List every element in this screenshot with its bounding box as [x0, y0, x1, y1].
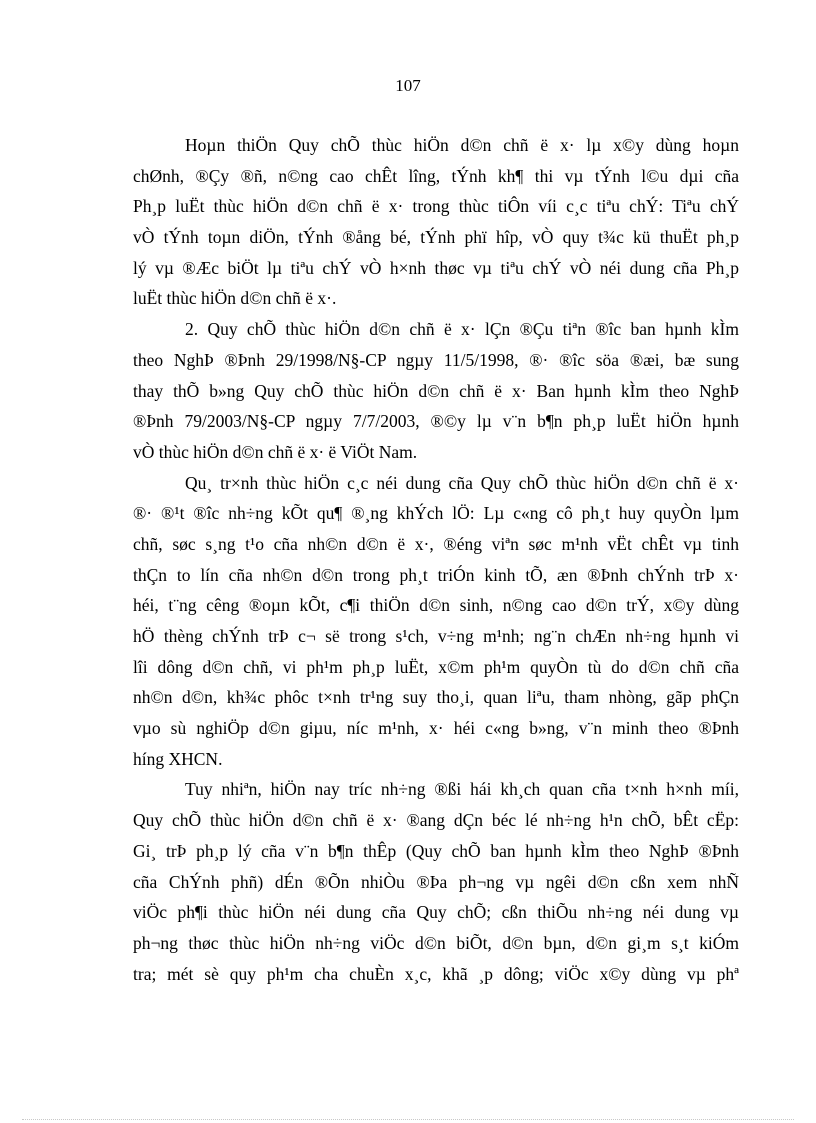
text-line: tra; mét sè quy ph¹m cha chuÈn x¸c, khã ¸p dông; viÖc x©y dùng vµ phª: [133, 963, 739, 984]
text-line: thay thÕ b»ng Quy chÕ thùc hiÖn d©n chñ ë x· Ban hµnh kÌm theo NghÞ: [133, 380, 739, 401]
text-line: chñ, søc s¸ng t¹o cña nh©n d©n ë x·, ®éng viªn søc m¹nh vËt chÊt vµ tinh: [133, 533, 739, 554]
text-line: chØnh, ®Çy ®ñ, n©ng cao chÊt lîng, tÝnh kh¶ thi vµ tÝnh l©u dµi cña: [133, 165, 739, 186]
paragraph-2: [133, 314, 739, 467]
text-line: vµo sù nghiÖp d©n giµu, níc m¹nh, x· héi c«ng b»ng, v¨n minh theo ®Þnh: [133, 718, 739, 739]
text-line: ph¬ng thøc thùc hiÖn nh÷ng viÖc d©n biÕt, d©n bµn, d©n gi¸m s¸t kiÓm: [133, 932, 739, 953]
page-bottom-rule: [22, 1119, 794, 1120]
page-number: 107: [395, 76, 421, 95]
paragraph-4: [133, 774, 739, 989]
text-line: viÖc ph¶i thùc hiÖn néi dung cña Quy chÕ; cßn thiÕu nh÷ng néi dung vµ: [133, 902, 739, 923]
text-line: 2. Quy chÕ thùc hiÖn d©n chñ ë x· lÇn ®Çu tiªn ®îc ban hµnh kÌm: [185, 319, 739, 340]
body-text: [133, 130, 739, 989]
text-line: nh©n d©n, kh¾c phôc t×nh tr¹ng suy tho¸i, quan liªu, tham nhòng, gãp phÇn: [133, 687, 739, 708]
text-line: ®Þnh 79/2003/N§-CP ngµy 7/7/2003, ®©y lµ v¨n b¶n ph¸p luËt hiÖn hµnh: [133, 411, 739, 432]
text-line: vÒ thùc hiÖn d©n chñ ë x· ë ViÖt Nam.: [133, 441, 418, 462]
text-line: luËt thùc hiÖn d©n chñ ë x·.: [133, 288, 337, 309]
text-line: lý vµ ®Æc biÖt lµ tiªu chÝ vÒ h×nh thøc vµ tiªu chÝ vÒ néi dung cña Ph¸p: [133, 257, 739, 278]
text-line: thÇn to lín cña nh©n d©n trong ph¸t triÓn kinh tÕ, æn ®Þnh chÝnh trÞ x·: [133, 564, 739, 585]
text-line: héi, t¨ng cêng ®oµn kÕt, c¶i thiÖn d©n sinh, n©ng cao d©n trÝ, x©y dùng: [133, 595, 739, 616]
text-line: Ph¸p luËt thùc hiÖn d©n chñ ë x· trong thùc tiÔn víi c¸c tiªu chÝ: Tiªu chÝ: [133, 196, 739, 217]
text-line: ®· ®¹t ®îc nh÷ng kÕt qu¶ ®¸ng khÝch lÖ: Lµ c«ng cô ph¸t huy quyÒn lµm: [133, 503, 739, 524]
text-line: theo NghÞ ®Þnh 29/1998/N§-CP ngµy 11/5/1998, ®· ®îc söa ®æi, bæ sung: [133, 349, 739, 370]
text-line: Tuy nhiªn, hiÖn nay tríc nh÷ng ®ßi hái kh¸ch quan cña t×nh h×nh míi,: [185, 779, 739, 800]
paragraph-1: [133, 130, 739, 314]
paragraph-3: [133, 468, 739, 775]
text-line: Quy chÕ thùc hiÖn d©n chñ ë x· ®ang dÇn béc lé nh÷ng h¹n chÕ, bÊt cËp:: [133, 810, 739, 831]
text-line: híng XHCN.: [133, 748, 223, 769]
text-line: hÖ thèng chÝnh trÞ c¬ së trong s¹ch, v÷ng m¹nh; ng¨n chÆn nh÷ng hµnh vi: [133, 626, 739, 646]
text-line: Gi¸ trÞ ph¸p lý cña v¨n b¶n thÊp (Quy chÕ ban hµnh kÌm theo NghÞ ®Þnh: [133, 840, 739, 861]
text-line: cña ChÝnh phñ) dÉn ®Õn nhiÒu ®Þa ph¬ng vµ ngêi d©n cßn xem nhÑ: [133, 871, 739, 892]
text-line: lîi dông d©n chñ, vi ph¹m ph¸p luËt, x©m ph¹m quyÒn tù do d©n chñ cña: [133, 656, 739, 677]
text-line: Qu¸ tr×nh thùc hiÖn c¸c néi dung cña Quy chÕ thùc hiÖn d©n chñ ë x·: [185, 472, 739, 493]
text-line: vÒ tÝnh toµn diÖn, tÝnh ®ång bé, tÝnh phï hîp, vÒ quy t¾c kü thuËt ph¸p: [133, 227, 739, 248]
text-line: Hoµn thiÖn Quy chÕ thùc hiÖn d©n chñ ë x· lµ x©y dùng hoµn: [185, 135, 739, 155]
